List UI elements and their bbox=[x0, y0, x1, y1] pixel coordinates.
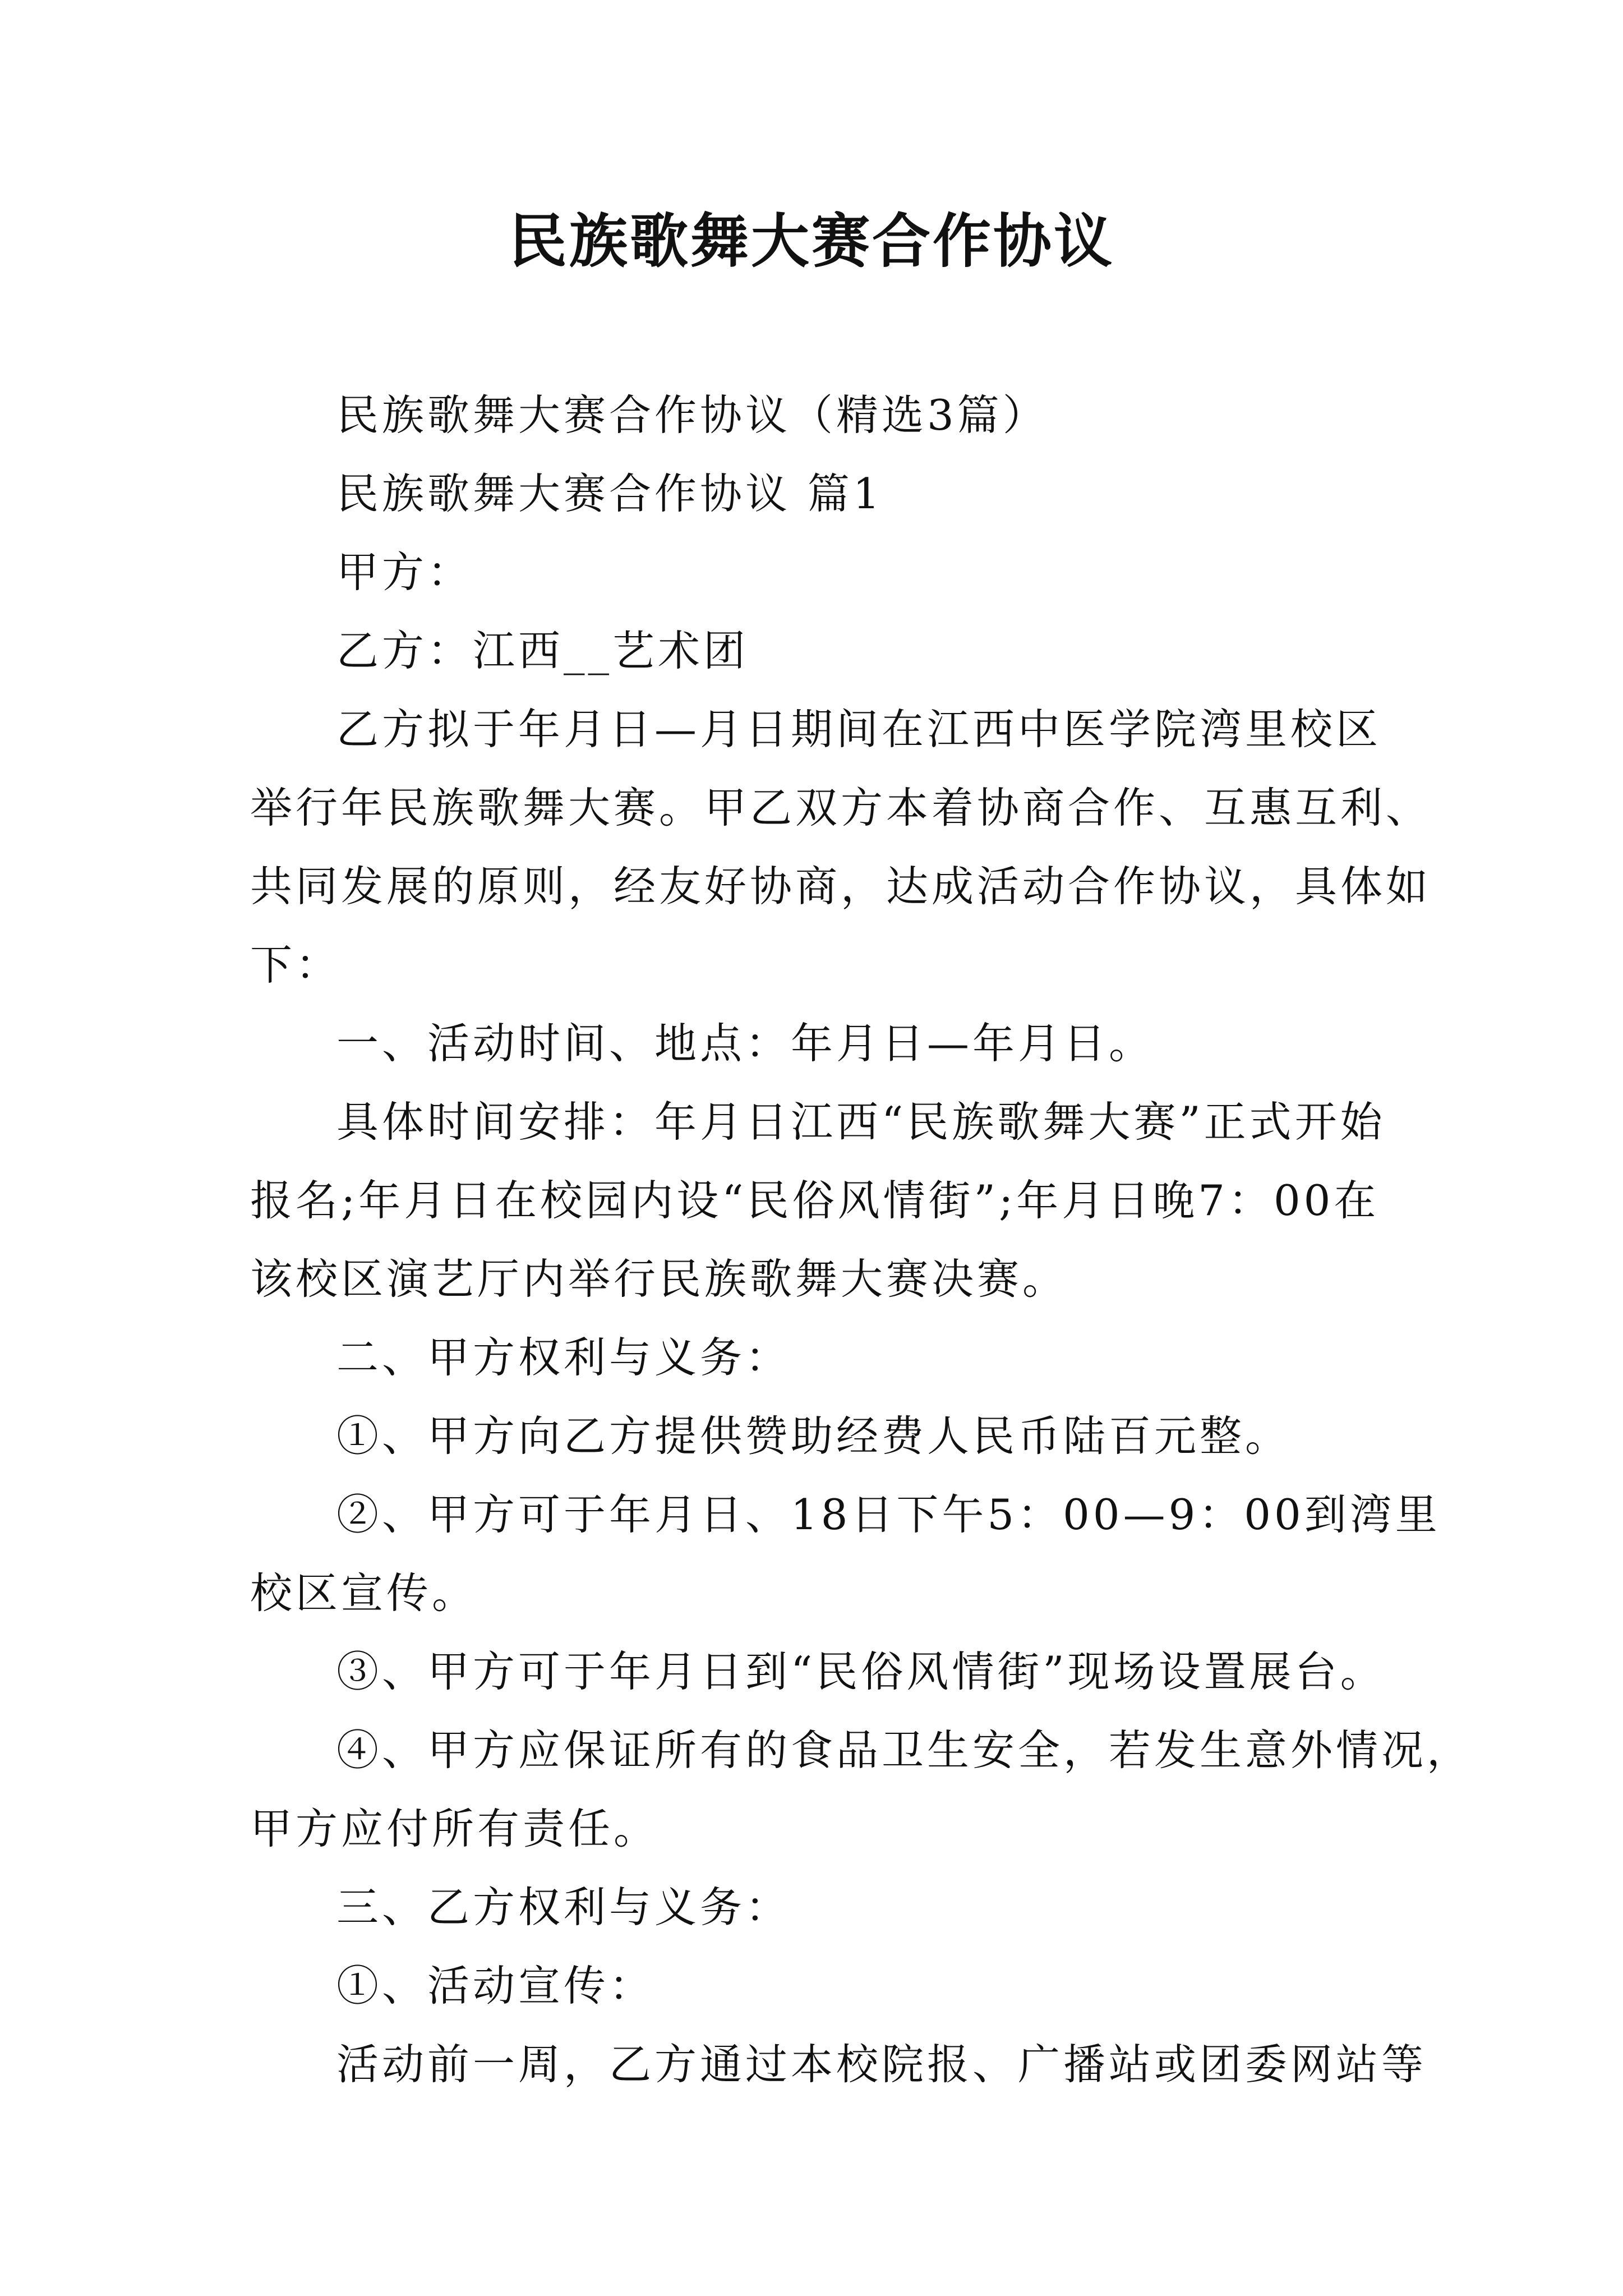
party-b-line: 乙方：江西__艺术团 bbox=[336, 626, 749, 675]
paragraph-line: 报名;年月日在校园内设“民俗风情街”;年月日晚7：00在 bbox=[250, 1176, 1380, 1225]
paragraph-line: 共同发展的原则，经友好协商，达成活动合作协议，具体如 bbox=[250, 862, 1432, 911]
paragraph-line: 该校区演艺厅内举行民族歌舞大赛决赛。 bbox=[250, 1254, 1068, 1304]
paragraph-line: 乙方拟于年月日—月日期间在江西中医学院湾里校区 bbox=[336, 705, 1382, 754]
doc-subtitle: 民族歌舞大赛合作协议（精选3篇） bbox=[336, 390, 1048, 440]
party-a-line: 甲方： bbox=[336, 547, 473, 597]
clause-heading: 一、活动时间、地点：年月日—年月日。 bbox=[336, 1019, 1155, 1068]
clause-heading: 二、甲方权利与义务： bbox=[336, 1333, 791, 1382]
clause-item: 甲方应付所有责任。 bbox=[250, 1804, 660, 1853]
clause-item: 校区宣传。 bbox=[250, 1568, 478, 1618]
clause-item: ②、甲方可于年月日、18日下午5：00—9：00到湾里 bbox=[336, 1490, 1441, 1539]
document-title: 民族歌舞大赛合作协议 bbox=[508, 206, 1114, 275]
clause-heading: 三、乙方权利与义务： bbox=[336, 1883, 791, 1932]
clause-item: ③、甲方可于年月日到“民俗风情街”现场设置展台。 bbox=[336, 1647, 1386, 1696]
doc-section-heading: 民族歌舞大赛合作协议 篇1 bbox=[336, 469, 883, 518]
paragraph-line: 具体时间安排：年月日江西“民族歌舞大赛”正式开始 bbox=[336, 1097, 1386, 1147]
paragraph-line: 举行年民族歌舞大赛。甲乙双方本着协商合作、互惠互利、 bbox=[250, 783, 1432, 832]
clause-item: ④、甲方应保证所有的食品卫生安全，若发生意外情况， bbox=[336, 1726, 1473, 1775]
paragraph-line: 下： bbox=[250, 940, 342, 990]
clause-item: ①、甲方向乙方提供赞助经费人民币陆百元整。 bbox=[336, 1411, 1291, 1461]
paragraph-line: 活动前一周，乙方通过本校院报、广播站或团委网站等 bbox=[336, 2040, 1427, 2089]
clause-item: ①、活动宣传： bbox=[336, 1961, 655, 2010]
